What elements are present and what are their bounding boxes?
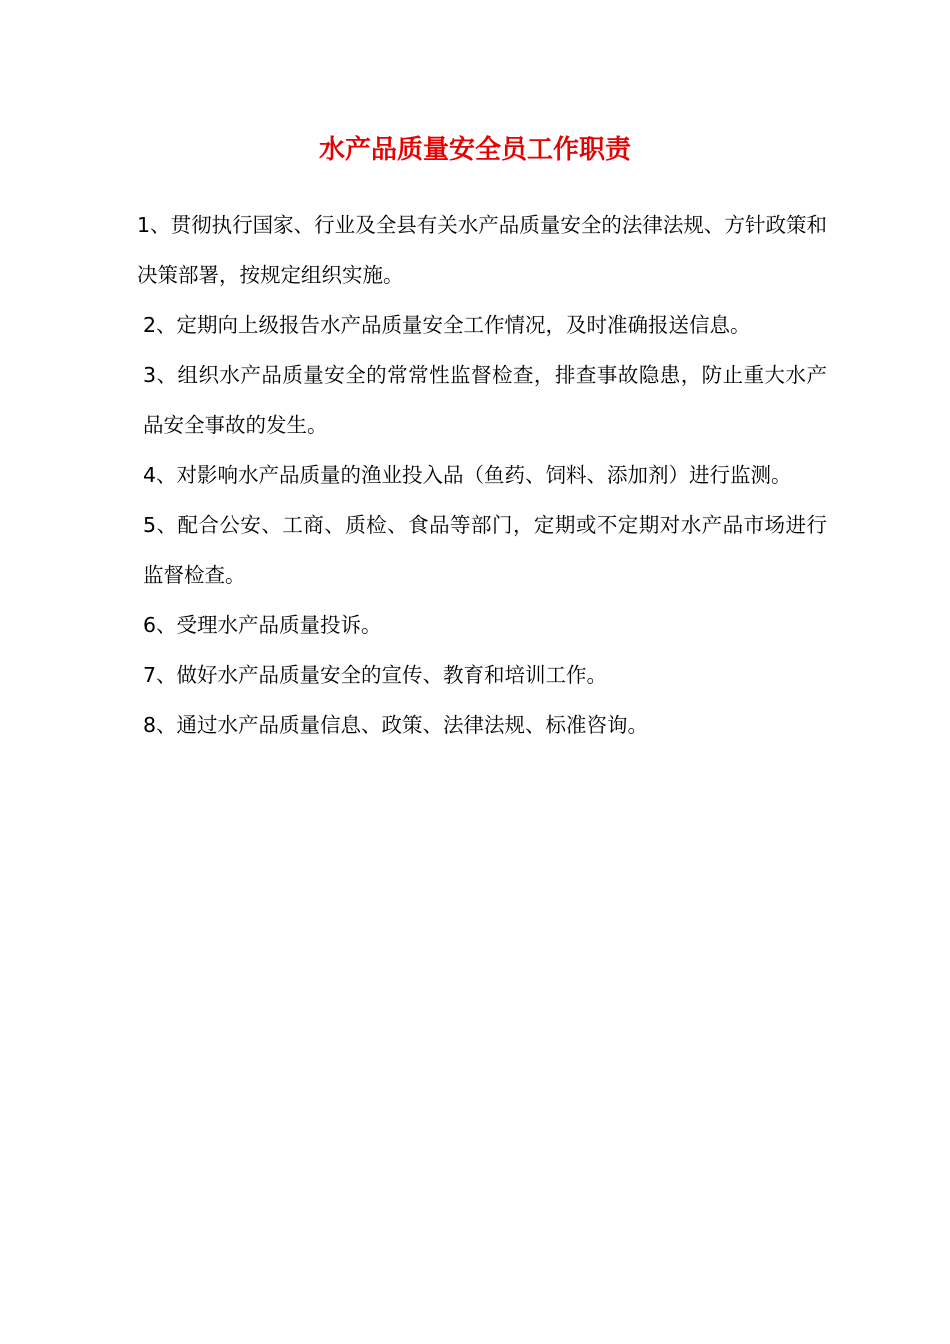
duty-item-7: 7、做好水产品质量安全的宣传、教育和培训工作。 [143,663,608,687]
document-title: 水产品质量安全员工作职责 [318,135,631,165]
document-body [137,200,827,750]
duty-item-8: 8、通过水产品质量信息、政策、法律法规、标准咨询。 [143,713,649,737]
duty-item-4: 4、对影响水产品质量的渔业投入品（鱼药、饲料、添加剂）进行监测。 [143,463,792,487]
duty-item-5: 5、配合公安、工商、质检、食品等部门，定期或不定期对水产品市场进行监督检查。 [143,513,827,587]
duty-item-3: 3、组织水产品质量安全的常常性监督检查，排查事故隐患，防止重大水产品安全事故的发生。 [143,363,827,437]
duty-item-1: 1、贯彻执行国家、行业及全县有关水产品质量安全的法律法规、方针政策和决策部署，按规定组织实施。 [137,213,827,287]
duty-item-2: 2、定期向上级报告水产品质量安全工作情况，及时准确报送信息。 [143,313,751,337]
duty-item-6: 6、受理水产品质量投诉。 [143,613,382,637]
